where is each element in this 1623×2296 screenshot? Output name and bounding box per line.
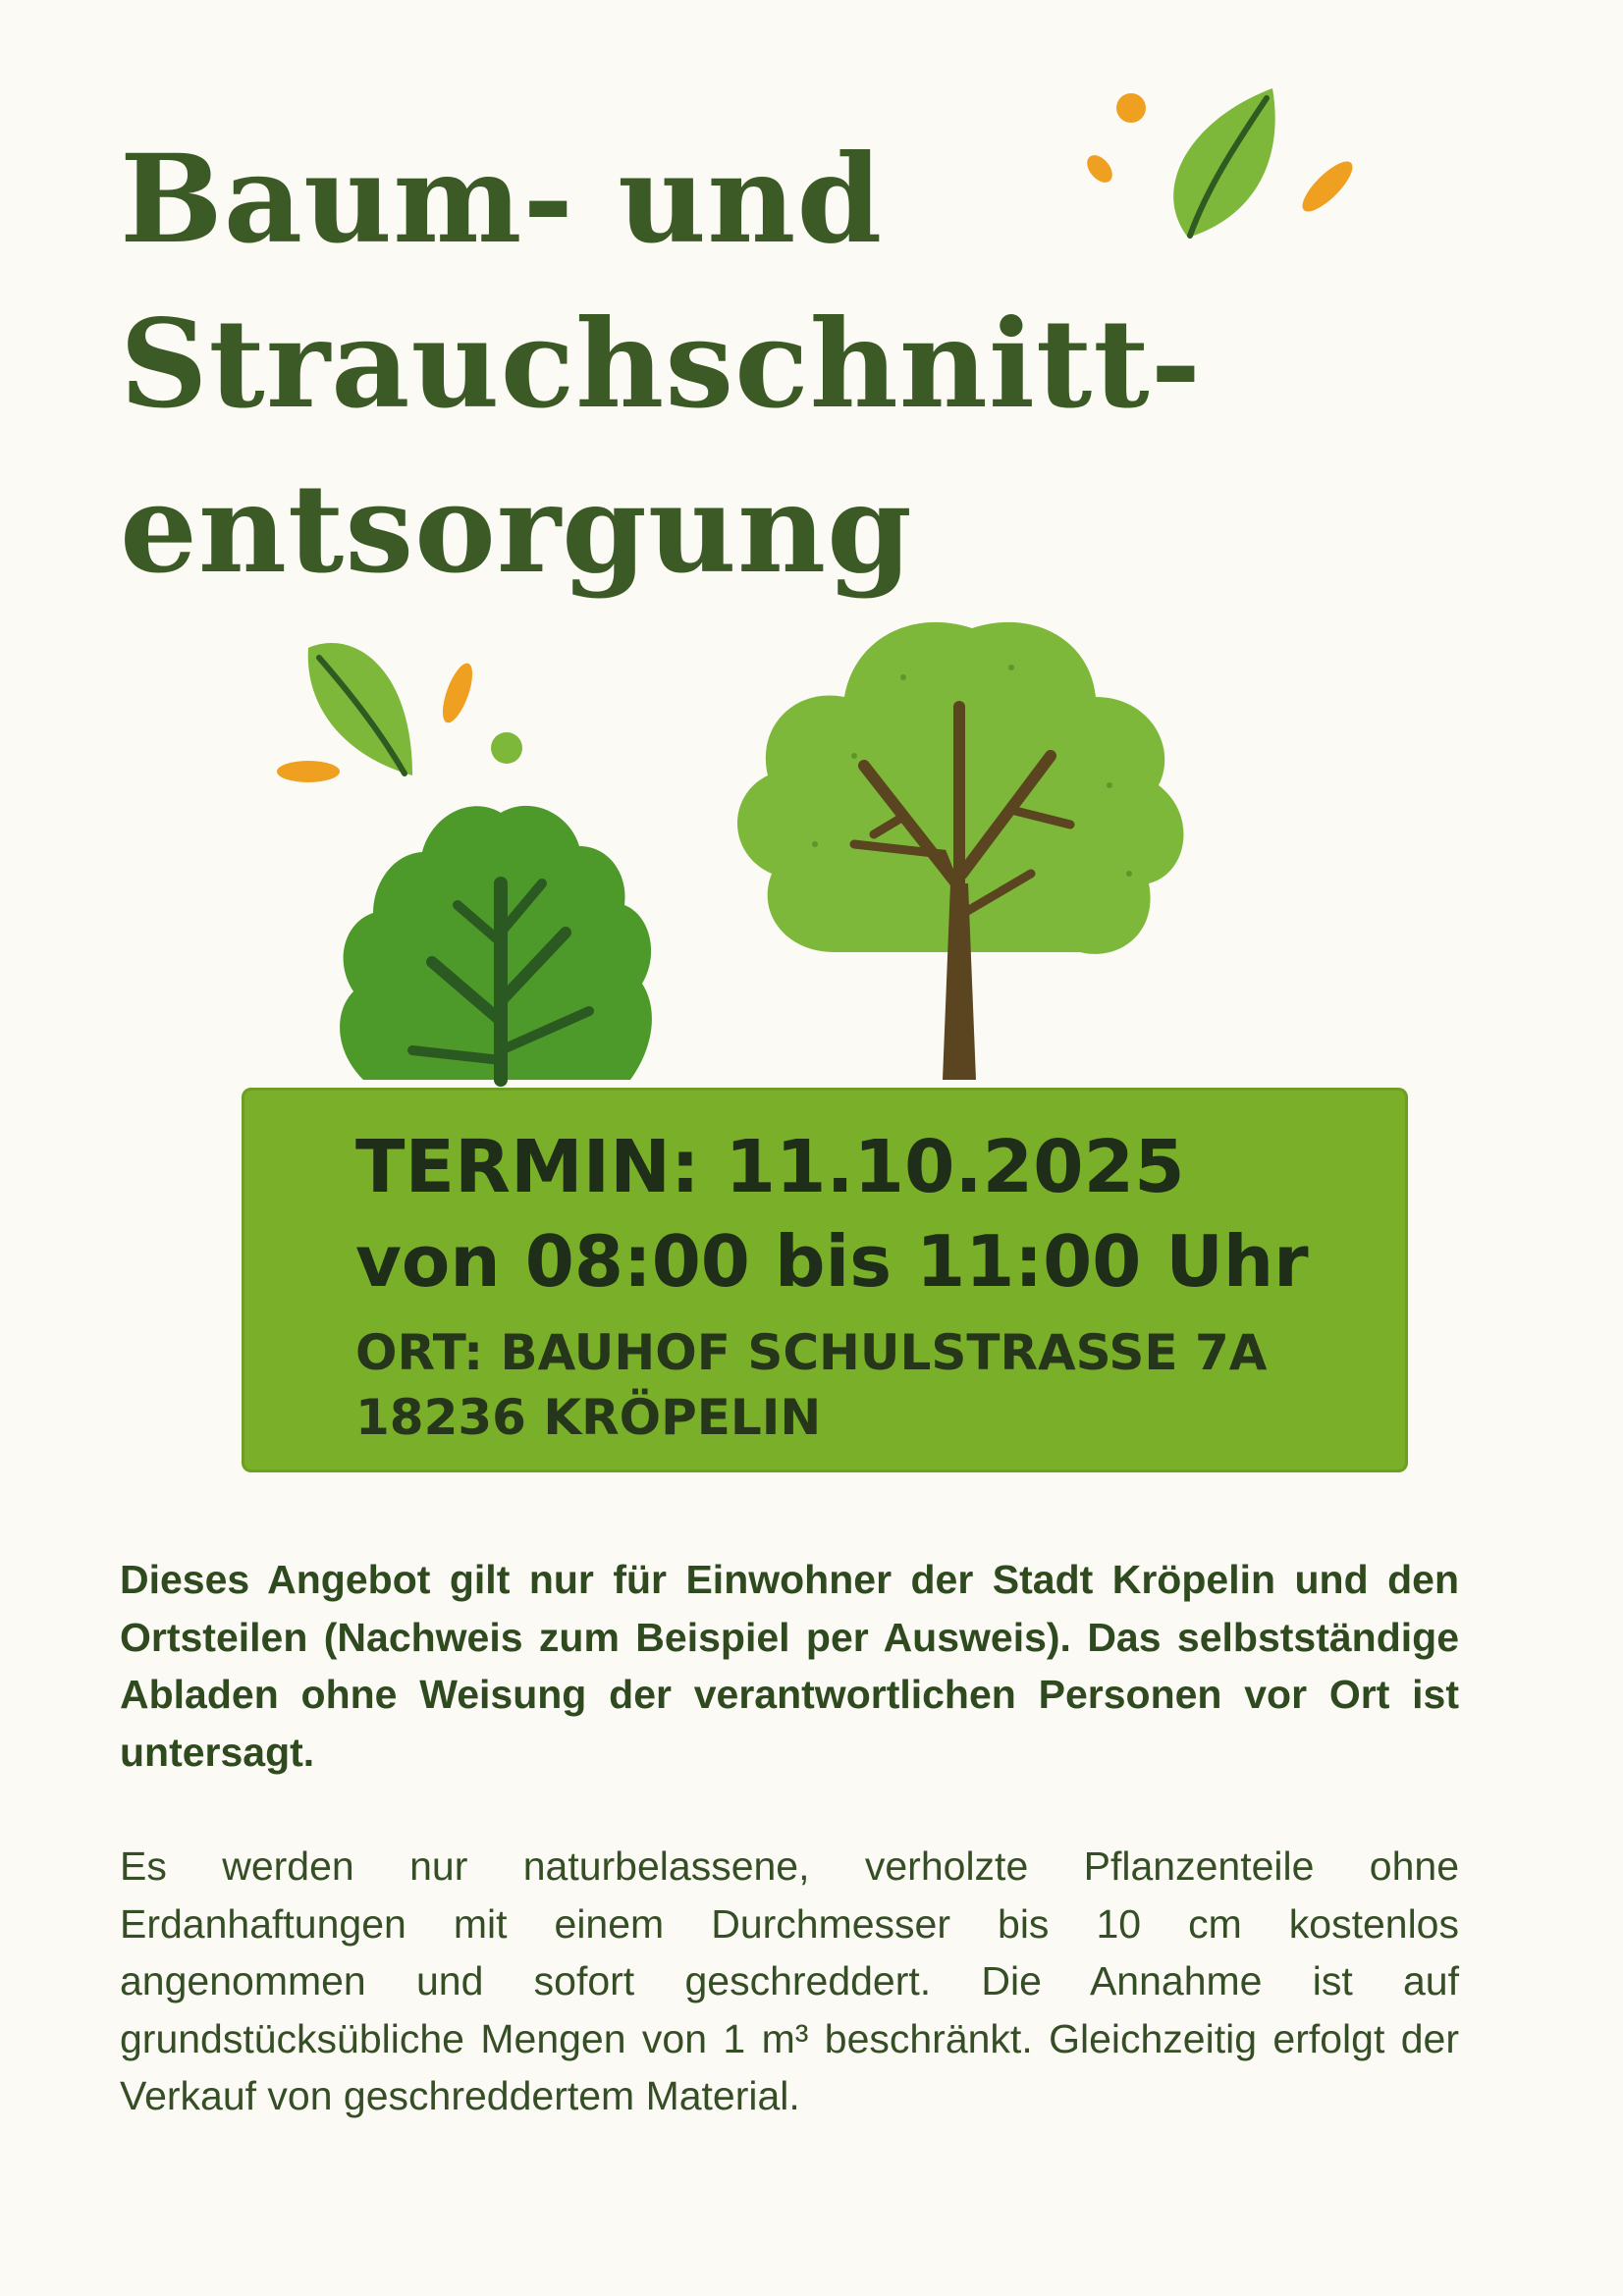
top-leaf-decoration — [1060, 79, 1375, 255]
orange-dot-icon — [1082, 150, 1117, 187]
acceptance-details: Es werden nur naturbelassene, verholzte Pflanzenteile ohne Erdanhaftungen mit einem Durchmesser bis 10 cm kostenlos angenommen und sofort geschreddert. Die Annahme ist auf grundstücksübliche Mengen von 1 m³ beschränkt. Gleichzeitig erfolgt der Verkauf von geschreddertem Material. — [120, 1843, 1459, 2118]
leaf-icon — [308, 643, 412, 775]
appointment-time: von 08:00 bis 11:00 Uhr — [355, 1220, 1309, 1303]
bush-icon — [340, 806, 652, 1080]
orange-dot-icon — [1116, 93, 1146, 123]
tree-and-bush-illustration — [265, 589, 1296, 1099]
tree-icon — [737, 622, 1183, 1080]
title-line-2: Strauchschnitt- — [120, 294, 1203, 436]
appointment-postcode-town: 18236 KRÖPELIN — [355, 1389, 822, 1446]
appointment-box — [242, 1088, 1408, 1472]
eligibility-notice: Dieses Angebot gilt nur für Einwohner der Stadt Kröpelin und den Ortsteilen (Nachweis zum Beispiel per Ausweis). Das selbstständige Abladen ohne Weisung der verantwortlichen Personen vor Ort ist untersagt. — [120, 1557, 1459, 1775]
appointment-date: TERMIN: 11.10.2025 — [355, 1125, 1185, 1209]
leaf-icon — [1173, 88, 1275, 238]
green-dot-icon — [491, 732, 522, 764]
orange-leaf-icon — [1295, 154, 1359, 218]
orange-dot-icon — [277, 761, 340, 782]
title-line-1: Baum- und — [120, 129, 884, 271]
orange-dot-icon — [437, 660, 479, 726]
appointment-place: ORT: BAUHOF SCHULSTRASSE 7A — [355, 1324, 1268, 1381]
title-line-3: entsorgung — [120, 458, 913, 601]
